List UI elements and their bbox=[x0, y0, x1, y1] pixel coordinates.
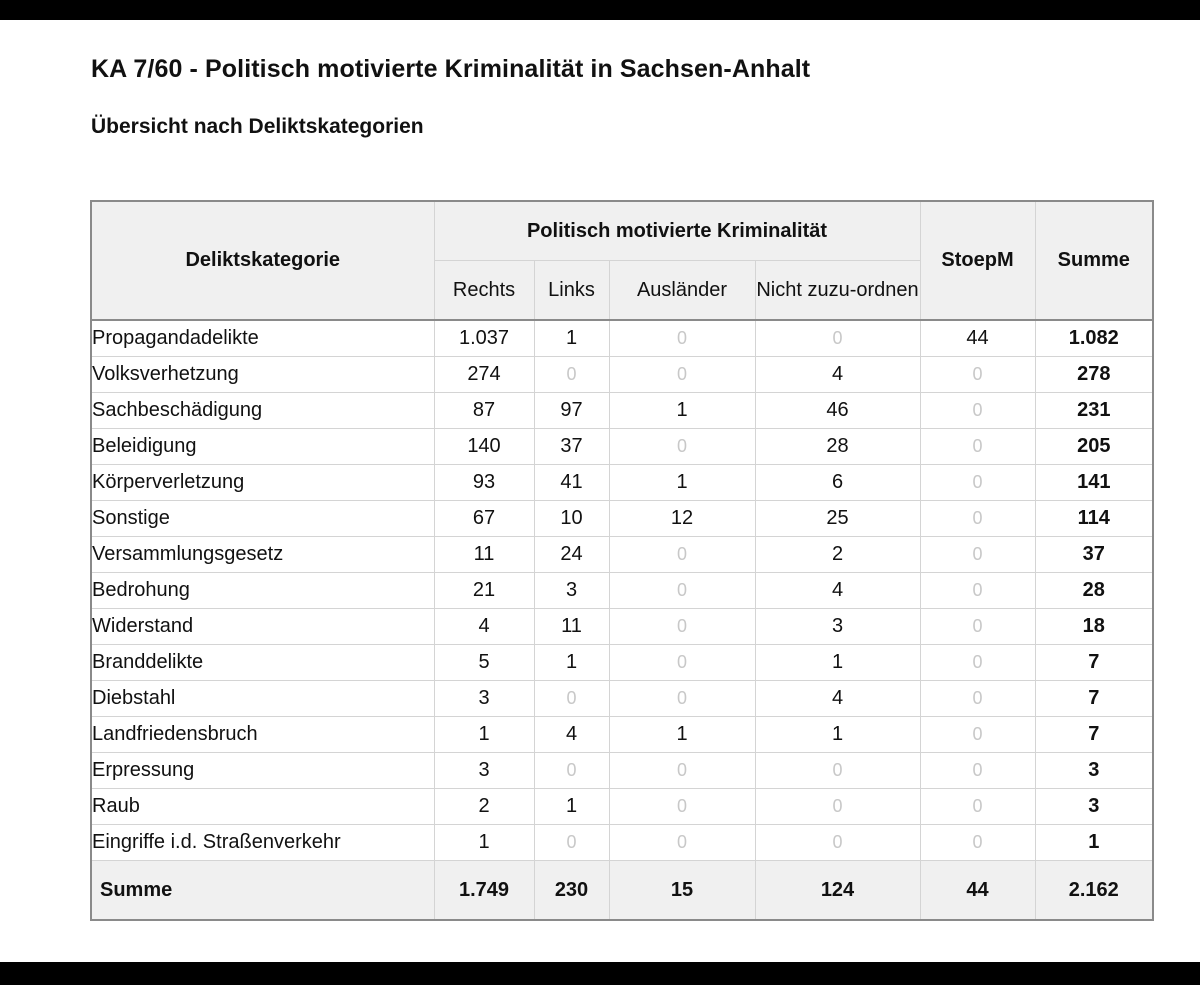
row-label: Erpressung bbox=[91, 753, 434, 789]
cell-stoepm: 0 bbox=[920, 681, 1035, 717]
cell-links: 3 bbox=[534, 573, 609, 609]
cell-auslaender: 0 bbox=[609, 429, 755, 465]
table-row bbox=[91, 393, 1153, 429]
table-row bbox=[91, 537, 1153, 573]
cell-links: 1 bbox=[534, 645, 609, 681]
cell-rechts: 87 bbox=[434, 393, 534, 429]
cell-rechts: 11 bbox=[434, 537, 534, 573]
table-row bbox=[91, 681, 1153, 717]
table-row bbox=[91, 645, 1153, 681]
header-links: Links bbox=[534, 261, 609, 321]
cell-nicht-zuzuordnen: 28 bbox=[755, 429, 920, 465]
cell-rechts: 274 bbox=[434, 357, 534, 393]
table-body bbox=[91, 320, 1153, 861]
cell-links: 0 bbox=[534, 825, 609, 861]
cell-stoepm: 0 bbox=[920, 357, 1035, 393]
crime-statistics-table bbox=[90, 200, 1154, 921]
cell-auslaender: 0 bbox=[609, 681, 755, 717]
cell-summe: 278 bbox=[1035, 357, 1153, 393]
footer-stoepm: 44 bbox=[920, 861, 1035, 921]
table-row bbox=[91, 573, 1153, 609]
cell-rechts: 140 bbox=[434, 429, 534, 465]
cell-nicht-zuzuordnen: 0 bbox=[755, 320, 920, 357]
cell-summe: 37 bbox=[1035, 537, 1153, 573]
cell-stoepm: 0 bbox=[920, 825, 1035, 861]
cell-auslaender: 12 bbox=[609, 501, 755, 537]
table-row bbox=[91, 429, 1153, 465]
header-nicht-zuzuordnen bbox=[755, 261, 920, 321]
cell-rechts: 1.037 bbox=[434, 320, 534, 357]
cell-rechts: 4 bbox=[434, 609, 534, 645]
cell-links: 10 bbox=[534, 501, 609, 537]
cell-rechts: 21 bbox=[434, 573, 534, 609]
cell-nicht-zuzuordnen: 0 bbox=[755, 753, 920, 789]
cell-rechts: 93 bbox=[434, 465, 534, 501]
cell-nicht-zuzuordnen: 4 bbox=[755, 681, 920, 717]
cell-summe: 1.082 bbox=[1035, 320, 1153, 357]
cell-auslaender: 0 bbox=[609, 320, 755, 357]
cell-auslaender: 0 bbox=[609, 753, 755, 789]
table-row bbox=[91, 609, 1153, 645]
footer-rechts: 1.749 bbox=[434, 861, 534, 921]
cell-links: 11 bbox=[534, 609, 609, 645]
header-pmk-group: Politisch motivierte Kriminalität bbox=[434, 201, 920, 261]
cell-nicht-zuzuordnen: 0 bbox=[755, 825, 920, 861]
cell-links: 0 bbox=[534, 681, 609, 717]
footer-nicht-zuzuordnen: 124 bbox=[755, 861, 920, 921]
cell-auslaender: 0 bbox=[609, 825, 755, 861]
cell-summe: 3 bbox=[1035, 789, 1153, 825]
cell-summe: 141 bbox=[1035, 465, 1153, 501]
cell-links: 97 bbox=[534, 393, 609, 429]
header-summe: Summe bbox=[1035, 201, 1153, 320]
cell-rechts: 67 bbox=[434, 501, 534, 537]
cell-nicht-zuzuordnen: 1 bbox=[755, 645, 920, 681]
cell-links: 41 bbox=[534, 465, 609, 501]
row-label: Beleidigung bbox=[91, 429, 434, 465]
cell-nicht-zuzuordnen: 0 bbox=[755, 789, 920, 825]
cell-rechts: 1 bbox=[434, 825, 534, 861]
row-label: Raub bbox=[91, 789, 434, 825]
cell-stoepm: 0 bbox=[920, 429, 1035, 465]
cell-nicht-zuzuordnen: 4 bbox=[755, 357, 920, 393]
table-row bbox=[91, 825, 1153, 861]
cell-links: 0 bbox=[534, 753, 609, 789]
row-label: Diebstahl bbox=[91, 681, 434, 717]
row-label: Widerstand bbox=[91, 609, 434, 645]
cell-links: 1 bbox=[534, 789, 609, 825]
cell-stoepm: 0 bbox=[920, 645, 1035, 681]
page-subtitle: Übersicht nach Deliktskategorien bbox=[91, 115, 424, 138]
cell-stoepm: 44 bbox=[920, 320, 1035, 357]
cell-links: 37 bbox=[534, 429, 609, 465]
cell-nicht-zuzuordnen: 3 bbox=[755, 609, 920, 645]
header-auslaender: Ausländer bbox=[609, 261, 755, 321]
cell-summe: 231 bbox=[1035, 393, 1153, 429]
table-footer-row bbox=[91, 861, 1153, 921]
cell-stoepm: 0 bbox=[920, 717, 1035, 753]
row-label: Körperverletzung bbox=[91, 465, 434, 501]
cell-links: 0 bbox=[534, 357, 609, 393]
cell-links: 1 bbox=[534, 320, 609, 357]
table-row bbox=[91, 501, 1153, 537]
cell-stoepm: 0 bbox=[920, 573, 1035, 609]
footer-links: 230 bbox=[534, 861, 609, 921]
cell-summe: 1 bbox=[1035, 825, 1153, 861]
header-stoepm: StoepM bbox=[920, 201, 1035, 320]
cell-summe: 28 bbox=[1035, 573, 1153, 609]
cell-auslaender: 0 bbox=[609, 789, 755, 825]
cell-auslaender: 0 bbox=[609, 357, 755, 393]
cell-summe: 205 bbox=[1035, 429, 1153, 465]
cell-rechts: 3 bbox=[434, 753, 534, 789]
table-row bbox=[91, 320, 1153, 357]
row-label: Sonstige bbox=[91, 501, 434, 537]
cell-stoepm: 0 bbox=[920, 465, 1035, 501]
cell-auslaender: 1 bbox=[609, 717, 755, 753]
header-nicht-zuzuordnen-text: Nicht zuzu-ordnen bbox=[756, 279, 919, 301]
table-row bbox=[91, 717, 1153, 753]
table-row bbox=[91, 789, 1153, 825]
cell-stoepm: 0 bbox=[920, 537, 1035, 573]
header-deliktskategorie: Deliktskategorie bbox=[91, 201, 434, 320]
footer-label: Summe bbox=[91, 861, 434, 921]
cell-summe: 114 bbox=[1035, 501, 1153, 537]
cell-stoepm: 0 bbox=[920, 501, 1035, 537]
cell-stoepm: 0 bbox=[920, 609, 1035, 645]
cell-nicht-zuzuordnen: 6 bbox=[755, 465, 920, 501]
cell-auslaender: 0 bbox=[609, 537, 755, 573]
cell-stoepm: 0 bbox=[920, 393, 1035, 429]
cell-summe: 7 bbox=[1035, 645, 1153, 681]
table-row bbox=[91, 753, 1153, 789]
cell-auslaender: 0 bbox=[609, 609, 755, 645]
footer-summe: 2.162 bbox=[1035, 861, 1153, 921]
cell-nicht-zuzuordnen: 46 bbox=[755, 393, 920, 429]
row-label: Bedrohung bbox=[91, 573, 434, 609]
footer-auslaender: 15 bbox=[609, 861, 755, 921]
cell-stoepm: 0 bbox=[920, 753, 1035, 789]
cell-nicht-zuzuordnen: 2 bbox=[755, 537, 920, 573]
cell-rechts: 2 bbox=[434, 789, 534, 825]
row-label: Landfriedensbruch bbox=[91, 717, 434, 753]
row-label: Volksverhetzung bbox=[91, 357, 434, 393]
cell-auslaender: 0 bbox=[609, 645, 755, 681]
cell-summe: 18 bbox=[1035, 609, 1153, 645]
cell-rechts: 3 bbox=[434, 681, 534, 717]
cell-stoepm: 0 bbox=[920, 789, 1035, 825]
document-page bbox=[0, 20, 1200, 962]
header-rechts: Rechts bbox=[434, 261, 534, 321]
row-label: Eingriffe i.d. Straßenverkehr bbox=[91, 825, 434, 861]
cell-links: 24 bbox=[534, 537, 609, 573]
table-row bbox=[91, 465, 1153, 501]
row-label: Propagandadelikte bbox=[91, 320, 434, 357]
cell-auslaender: 1 bbox=[609, 465, 755, 501]
row-label: Versammlungsgesetz bbox=[91, 537, 434, 573]
cell-summe: 7 bbox=[1035, 681, 1153, 717]
row-label: Sachbeschädigung bbox=[91, 393, 434, 429]
table-row bbox=[91, 357, 1153, 393]
cell-nicht-zuzuordnen: 4 bbox=[755, 573, 920, 609]
row-label: Branddelikte bbox=[91, 645, 434, 681]
page-title: KA 7/60 - Politisch motivierte Kriminalität in Sachsen-Anhalt bbox=[91, 55, 811, 83]
cell-auslaender: 1 bbox=[609, 393, 755, 429]
cell-summe: 3 bbox=[1035, 753, 1153, 789]
cell-summe: 7 bbox=[1035, 717, 1153, 753]
cell-auslaender: 0 bbox=[609, 573, 755, 609]
cell-nicht-zuzuordnen: 1 bbox=[755, 717, 920, 753]
cell-rechts: 1 bbox=[434, 717, 534, 753]
cell-links: 4 bbox=[534, 717, 609, 753]
cell-nicht-zuzuordnen: 25 bbox=[755, 501, 920, 537]
cell-rechts: 5 bbox=[434, 645, 534, 681]
